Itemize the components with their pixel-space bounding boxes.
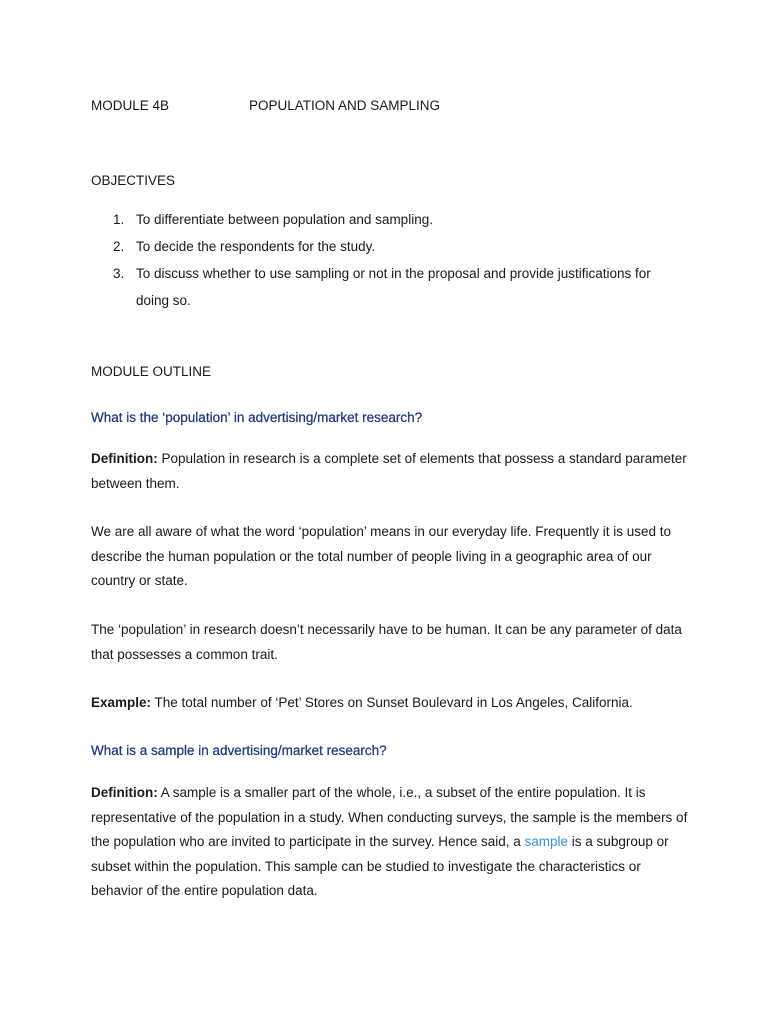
population-paragraph-2: The ‘population’ in research doesn’t necessarily have to be human. It can be any parameter of data that possesses a common trait. <box>91 622 682 662</box>
definition-label: Definition: <box>91 785 158 800</box>
example-text: The total number of ‘Pet’ Stores on Sunset Boulevard in Los Angeles, California. <box>151 695 633 710</box>
list-number: 1. <box>113 212 125 227</box>
definition-label: Definition: <box>91 451 158 466</box>
list-number: 2. <box>113 239 125 254</box>
definition-text-after: is a subgroup or subset within the population. This sample can be studied to investigate the characteristics or behavior of the entire population data. <box>91 834 669 898</box>
sample-link[interactable]: sample <box>524 834 569 849</box>
page-title: POPULATION AND SAMPLING <box>249 98 441 113</box>
list-item <box>110 260 676 314</box>
list-item <box>110 233 676 260</box>
example-label: Example: <box>91 695 152 710</box>
list-item-text: To differentiate between population and sampling. <box>136 212 433 227</box>
population-paragraph-1: We are all aware of what the word ‘population’ means in our everyday life. Frequently it is used to describe the human population or the total number of people living in a geographic area of our country or state. <box>91 524 672 588</box>
population-definition <box>91 447 691 496</box>
sample-heading: What is a sample in advertising/market research? <box>91 743 387 758</box>
list-item <box>110 206 676 233</box>
objectives-list <box>110 206 676 314</box>
definition-text: Population in research is a complete set of elements that possess a standard parameter between them. <box>91 451 687 491</box>
module-number: MODULE 4B <box>91 98 170 113</box>
list-item-text: To decide the respondents for the study. <box>136 239 376 254</box>
definition-text-before: A sample is a smaller part of the whole, i.e., a subset of the entire population. It is representative of the population in a study. When conducting surveys, the sample is the members of the population who are invited to participate in the survey. Hence said, a <box>91 785 688 849</box>
population-example <box>91 691 691 716</box>
outline-heading: MODULE OUTLINE <box>91 364 212 379</box>
sample-definition <box>91 781 691 904</box>
objectives-heading: OBJECTIVES <box>91 173 176 188</box>
list-number: 3. <box>113 266 125 281</box>
population-heading: What is the ‘population’ in advertising/market research? <box>91 410 423 425</box>
list-item-text: To discuss whether to use sampling or not in the proposal and provide justifications for doing so. <box>136 266 651 308</box>
